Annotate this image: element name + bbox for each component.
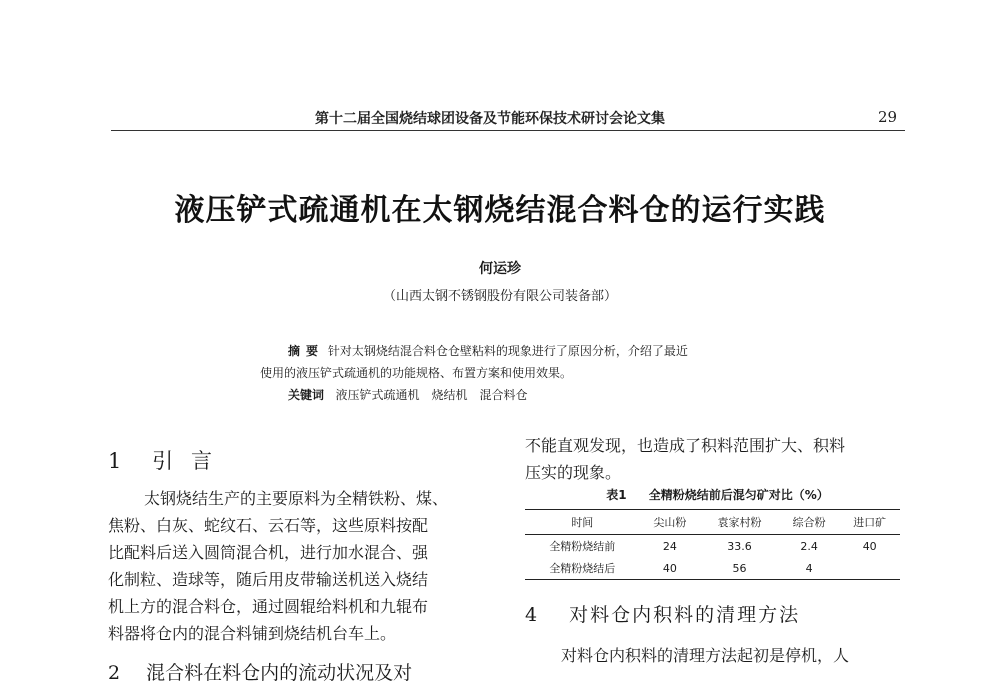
- column-header: 时间: [525, 510, 640, 535]
- section-1-paragraph: [108, 485, 493, 647]
- keywords-line: [260, 384, 770, 406]
- table-row: [525, 557, 900, 580]
- running-title: 第十二届全国烧结球团设备及节能环保技术研讨会论文集: [315, 111, 665, 127]
- para-line: 不能直观发现，也造成了积料范围扩大、积料: [525, 436, 846, 455]
- section-1-title: 引言: [152, 449, 231, 473]
- section-2-heading: [108, 658, 493, 685]
- running-head: [0, 108, 1000, 128]
- table-number: 表1: [606, 488, 627, 502]
- abstract-text-2: 使用的液压铲式疏通机的功能规格、布置方案和使用效果。: [260, 366, 573, 380]
- table-cell: 全精粉烧结后: [525, 557, 640, 580]
- header-rule: [111, 130, 905, 131]
- table-cell: 全精粉烧结前: [549, 540, 616, 553]
- para-line: 化制粒、造球等，随后用皮带输送机送入烧结: [108, 570, 429, 589]
- table-cell: 24: [662, 539, 677, 553]
- abstract-label: 摘要: [288, 344, 325, 358]
- keywords-label: 关键词: [288, 388, 325, 402]
- column-header: 进口矿: [839, 510, 900, 535]
- para-line: 压实的现象。: [525, 463, 622, 482]
- column-header: 袁家村粉: [700, 510, 779, 535]
- table-cell: 40: [640, 557, 701, 580]
- abstract-line-1: [260, 340, 770, 362]
- author-affiliation: （山西太钢不锈钢股份有限公司装备部）: [382, 289, 617, 304]
- keywords-text: 液压铲式疏通机 烧结机 混合料仓: [335, 388, 528, 402]
- table-1: [525, 486, 900, 580]
- table-cell: 56: [700, 557, 779, 580]
- author-name: 何运珍: [479, 261, 521, 277]
- section-1-number: 1: [108, 449, 124, 473]
- para-line: 焦粉、白灰、蛇纹石、云石等，这些原料按配: [108, 516, 429, 535]
- table-caption: [525, 486, 900, 503]
- table-cell: 40: [862, 539, 877, 553]
- para-line: 机上方的混合料仓，通过圆辊给料机和九辊布: [108, 597, 429, 616]
- table-cell: 33.6: [727, 539, 752, 553]
- para-line: 对料仓内积料的清理方法起初是停机，人: [561, 646, 850, 665]
- section-1-heading: [108, 445, 230, 475]
- section-4-title: 对料仓内积料的清理方法: [569, 604, 801, 626]
- table-cell: 4: [779, 557, 840, 580]
- section-4-number: 4: [525, 604, 540, 626]
- section-4-heading: [525, 600, 800, 627]
- continued-paragraph: [525, 432, 910, 486]
- page-number: 29: [878, 108, 898, 126]
- table-header-row: [525, 510, 900, 535]
- section-2-number: 2: [108, 662, 121, 684]
- section-4-paragraph: [525, 642, 910, 669]
- data-table: [525, 509, 900, 580]
- section-2-title: 混合料在料仓内的流动状况及对: [146, 662, 413, 684]
- para-line: 料器将仓内的混合料铺到烧结机台车上。: [108, 624, 397, 643]
- table-row: [525, 535, 900, 558]
- paper-title: 液压铲式疏通机在太钢烧结混合料仓的运行实践: [174, 193, 826, 228]
- column-header: 尖山粉: [640, 510, 701, 535]
- column-header: 综合粉: [779, 510, 840, 535]
- para-line: 比配料后送入圆筒混合机，进行加水混合、强: [108, 543, 429, 562]
- table-cell: 2.4: [800, 539, 818, 553]
- abstract-text-1: 针对太钢烧结混合料仓仓壁粘料的现象进行了原因分析，介绍了最近: [327, 344, 688, 358]
- para-line: 太钢烧结生产的主要原料为全精铁粉、煤、: [144, 489, 449, 508]
- table-caption-text: 全精粉烧结前后混匀矿对比（%）: [648, 488, 829, 502]
- table-cell: [839, 557, 900, 580]
- abstract-block: [260, 340, 770, 406]
